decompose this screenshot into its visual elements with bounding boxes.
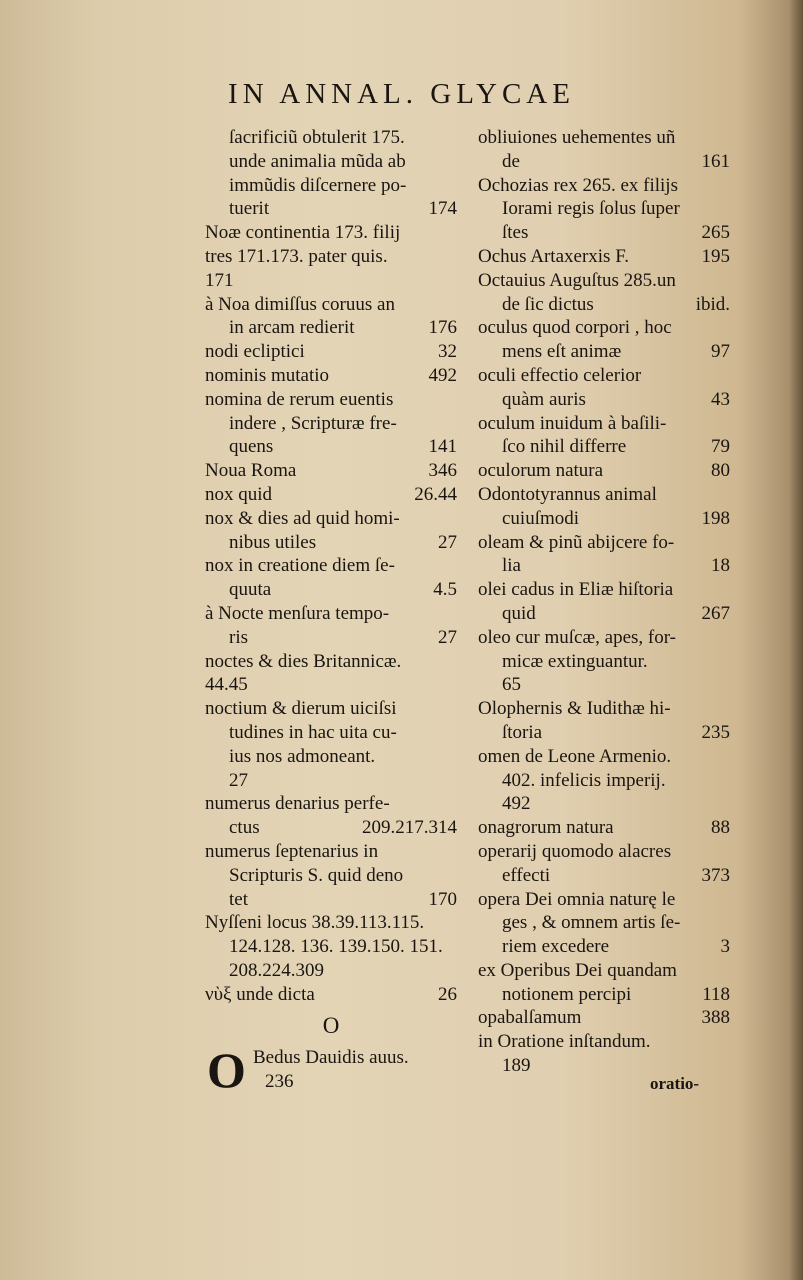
- entry-text: nodi ecliptici: [205, 341, 305, 363]
- entry-text: 65: [502, 674, 521, 696]
- entry-text: ius nos admoneant.: [229, 745, 376, 767]
- page-reference: [722, 792, 730, 816]
- page-reference: [722, 911, 730, 935]
- page-reference: [722, 483, 730, 507]
- index-entry-line: [478, 507, 730, 531]
- entry-text: Olophernis & Iudithæ hi-: [478, 698, 671, 720]
- page-reference: [722, 888, 730, 912]
- index-entry-line: [205, 983, 457, 1007]
- page-reference: [449, 911, 457, 935]
- page-reference: [449, 174, 457, 198]
- page-reference: 18: [711, 555, 730, 577]
- page-reference: 388: [701, 1007, 730, 1029]
- page-reference: [449, 935, 457, 959]
- page-reference: [449, 792, 457, 816]
- entry-text: olei cadus in Eliæ hiſtoria: [478, 579, 674, 601]
- entry-text: νὺξ unde dicta: [205, 983, 315, 1005]
- page-reference: [449, 269, 457, 293]
- page-reference: [449, 769, 457, 793]
- entry-text: immũdis diſcernere po-: [229, 174, 407, 196]
- page-edge-shadow: [789, 0, 803, 1280]
- entry-text: 171: [205, 269, 234, 291]
- index-entry-line: [205, 840, 457, 864]
- page-reference: [722, 197, 730, 221]
- entry-text: unde animalia mũda ab: [229, 150, 406, 172]
- index-entry-line: [205, 459, 457, 483]
- index-entry-line: [205, 269, 457, 293]
- index-entry-line: [478, 650, 730, 674]
- entry-text: nomina de rerum euentis: [205, 388, 394, 410]
- page-reference: 176: [428, 317, 457, 339]
- index-entry-line: [478, 792, 730, 816]
- entry-text: effecti: [502, 864, 551, 886]
- page-reference: [449, 959, 457, 983]
- index-entry-line: [478, 935, 730, 959]
- page-reference: [722, 174, 730, 198]
- entry-text: Iorami regis ſolus ſuper: [502, 198, 680, 220]
- entry-text: de ſic dictus: [502, 293, 594, 315]
- page-reference: [449, 412, 457, 436]
- index-entry-line: [478, 745, 730, 769]
- index-entry-line: [478, 435, 730, 459]
- page-reference: 88: [711, 817, 730, 839]
- entry-text: 492: [502, 793, 531, 815]
- entry-text: opabalſamum: [478, 1007, 582, 1029]
- entry-text: quens: [229, 436, 274, 458]
- entry-text: notionem percipi: [502, 983, 632, 1005]
- section-letter-heading: O: [322, 1013, 340, 1039]
- index-entry-line: [205, 435, 457, 459]
- index-entry-line: [478, 959, 730, 983]
- index-column-right: [478, 126, 730, 1078]
- index-entry-line: [205, 293, 457, 317]
- page-reference: [722, 316, 730, 340]
- entry-text: à Noa dimiſſus coruus an: [205, 293, 395, 315]
- index-entry-line: [478, 221, 730, 245]
- page-reference: 161: [701, 150, 730, 172]
- index-entry-line: [205, 578, 457, 602]
- page-reference: 209.217.314: [362, 817, 457, 839]
- index-entry-line: [205, 602, 457, 626]
- page-reference: [449, 388, 457, 412]
- index-entry-line: [478, 554, 730, 578]
- entry-text: omen de Leone Armenio.: [478, 745, 672, 767]
- page-reference: 235: [701, 721, 730, 743]
- page-reference: 27: [438, 531, 457, 553]
- page-reference: [722, 531, 730, 555]
- index-entry-line: [478, 293, 730, 317]
- index-entry-line: [478, 126, 730, 150]
- page-reference: 267: [701, 602, 730, 624]
- index-entry-line: [205, 626, 457, 650]
- page-reference: 373: [701, 864, 730, 886]
- dropcap-entry: [205, 1042, 457, 1099]
- entry-text: ſco nihil differre: [502, 436, 627, 458]
- index-entry-line: [205, 507, 457, 531]
- index-entry-line: [478, 245, 730, 269]
- entry-text: Ochozias rex 265. ex filijs: [478, 174, 678, 196]
- index-entry-line: [205, 221, 457, 245]
- entry-text: nox & dies ad quid homi-: [205, 507, 400, 529]
- entry-text: 189: [502, 1055, 531, 1077]
- index-entry-line: [205, 911, 457, 935]
- index-entry-line: [205, 721, 457, 745]
- entry-text: ges , & omnem artis ſe-: [502, 912, 681, 934]
- index-entry-line: [478, 364, 730, 388]
- entry-text: quàm auris: [502, 388, 586, 410]
- catchword: oratio-: [650, 1074, 700, 1093]
- page-reference: [449, 150, 457, 174]
- index-entry-line: [205, 935, 457, 959]
- entry-text: 27: [229, 769, 248, 791]
- index-entry-line: [478, 983, 730, 1007]
- page-reference: 346: [428, 460, 457, 482]
- page-reference: [449, 721, 457, 745]
- entry-text: ſacrificiũ obtulerit 175.: [229, 127, 405, 148]
- index-entry-line: [478, 721, 730, 745]
- entry-text: onagrorum natura: [478, 817, 614, 839]
- entry-text: indere , Scripturæ fre-: [229, 412, 397, 434]
- page-reference: 79: [711, 436, 730, 458]
- page-reference: [449, 507, 457, 531]
- page-reference: [449, 840, 457, 864]
- index-entry-line: [478, 840, 730, 864]
- page-reference: [449, 126, 457, 150]
- entry-text: in Oratione inſtandum.: [478, 1031, 651, 1053]
- entry-text: Nyſſeni locus 38.39.113.115.: [205, 912, 425, 934]
- index-entry-line: [205, 769, 457, 793]
- entry-text: oculus quod corpori , hoc: [478, 317, 672, 339]
- entry-text: Octauius Auguſtus 285.un: [478, 269, 676, 291]
- index-entry-line: [205, 316, 457, 340]
- entry-text: numerus ſeptenarius in: [205, 840, 379, 862]
- page-reference: 492: [428, 364, 457, 386]
- entry-text: oculi effectio celerior: [478, 364, 642, 386]
- index-entry-line: [205, 126, 457, 150]
- entry-text: nibus utiles: [229, 531, 317, 553]
- entry-text: nominis mutatio: [205, 364, 330, 386]
- page-reference: [722, 959, 730, 983]
- page-reference: [449, 221, 457, 245]
- index-entry-line: [478, 174, 730, 198]
- entry-text: opera Dei omnia naturę le: [478, 888, 676, 910]
- entry-text: nox in creatione diem ſe-: [205, 555, 395, 577]
- index-entry-line: [205, 388, 457, 412]
- page-reference: 26: [438, 983, 457, 1005]
- index-entry-line: [478, 626, 730, 650]
- page-reference: [449, 602, 457, 626]
- page-reference: [449, 745, 457, 769]
- entry-text: tudines in hac uita cu-: [229, 721, 397, 743]
- page-reference: 141: [428, 436, 457, 458]
- index-entry-line: [478, 888, 730, 912]
- page-reference: [449, 293, 457, 317]
- page-reference: 97: [711, 341, 730, 363]
- page-reference: [722, 745, 730, 769]
- index-entry-line: [205, 197, 457, 221]
- entry-text: oleam & pinũ abijcere fo-: [478, 531, 675, 553]
- page-reference: 174: [428, 198, 457, 220]
- page-reference: 118: [702, 983, 730, 1005]
- entry-text: 402. infelicis imperij.: [502, 769, 666, 791]
- page-reference: [722, 578, 730, 602]
- page-reference: [722, 126, 730, 150]
- index-entry-line: [205, 483, 457, 507]
- index-entry-line: [478, 816, 730, 840]
- page-reference: [722, 673, 730, 697]
- index-entry-line: [478, 769, 730, 793]
- page-reference: [449, 673, 457, 697]
- page-reference: [722, 840, 730, 864]
- index-entry-line: [205, 745, 457, 769]
- page-reference: 26.44: [414, 483, 457, 505]
- index-entry-line: [478, 911, 730, 935]
- page-reference: 236: [265, 1071, 294, 1093]
- index-column-left: [205, 126, 457, 1099]
- index-entry-line: [478, 531, 730, 555]
- page-reference: 195: [701, 245, 730, 267]
- entry-text: à Nocte menſura tempo-: [205, 602, 390, 624]
- page-reference: 3: [720, 936, 730, 958]
- index-entry-line: [478, 1006, 730, 1030]
- page-reference: 27: [438, 626, 457, 648]
- entry-text: ctus: [229, 817, 260, 839]
- index-entry-line: [478, 578, 730, 602]
- index-entry-line: [478, 340, 730, 364]
- index-entry-line: [205, 673, 457, 697]
- index-entry-line: [478, 197, 730, 221]
- index-entry-line: [205, 174, 457, 198]
- page-reference: 4.5: [433, 579, 457, 601]
- index-entry-line: [478, 1030, 730, 1054]
- page-reference: [449, 864, 457, 888]
- page-reference: [449, 554, 457, 578]
- entry-text: Bedus Dauidis auus.: [253, 1047, 409, 1069]
- entry-text: operarij quomodo alacres: [478, 840, 672, 862]
- index-entry-line: [478, 864, 730, 888]
- page-reference: [722, 697, 730, 721]
- entry-text: Noua Roma: [205, 460, 297, 482]
- index-entry-line: [205, 531, 457, 555]
- entry-text: de: [502, 150, 520, 172]
- index-entry-line: [205, 364, 457, 388]
- index-entry-line: [205, 888, 457, 912]
- index-entry-line: [205, 697, 457, 721]
- index-entry-line: [478, 602, 730, 626]
- entry-text: Ochus Artaxerxis F.: [478, 245, 629, 267]
- page-reference: [449, 650, 457, 674]
- index-entry-line: [478, 459, 730, 483]
- index-entry-line: [478, 316, 730, 340]
- index-entry-line: [478, 673, 730, 697]
- page-reference: 32: [438, 341, 457, 363]
- index-entry-line: [205, 959, 457, 983]
- entry-text: tres 171.173. pater quis.: [205, 245, 388, 267]
- index-entry-line: [478, 483, 730, 507]
- page-reference: 80: [711, 460, 730, 482]
- page-reference: [722, 769, 730, 793]
- entry-text: cuiuſmodi: [502, 507, 580, 529]
- index-entry-line: [205, 816, 457, 840]
- entry-text: lia: [502, 555, 521, 577]
- page-reference: 265: [701, 222, 730, 244]
- page-reference: [722, 1054, 730, 1078]
- entry-text: quid: [502, 602, 536, 624]
- index-entry-line: [205, 864, 457, 888]
- entry-text: riem excedere: [502, 936, 610, 958]
- entry-text: ex Operibus Dei quandam: [478, 959, 677, 981]
- entry-text: ſtoria: [502, 721, 543, 743]
- entry-text: oculorum natura: [478, 460, 604, 482]
- index-entry-line: [478, 697, 730, 721]
- page-reference: 198: [701, 507, 730, 529]
- entry-text: tet: [229, 888, 248, 910]
- page-reference: 170: [428, 888, 457, 910]
- entry-text: numerus denarius perfe-: [205, 793, 390, 815]
- page-reference: [722, 364, 730, 388]
- entry-text: oculum inuidum à baſili-: [478, 412, 667, 434]
- page-reference: [722, 412, 730, 436]
- entry-text: obliuiones uehementes uñ: [478, 127, 676, 148]
- index-entry-line: [478, 412, 730, 436]
- page-reference: [449, 245, 457, 269]
- index-entry-line: [205, 554, 457, 578]
- index-entry-line: [205, 245, 457, 269]
- entry-text: 44.45: [205, 674, 248, 696]
- entry-text: in arcam redierit: [229, 317, 355, 339]
- entry-text: 124.128. 136. 139.150. 151.: [229, 936, 443, 958]
- page-reference: [722, 1030, 730, 1054]
- index-entry-line: [205, 150, 457, 174]
- index-entry-line: [478, 269, 730, 293]
- dropcap-letter: O: [207, 1042, 246, 1099]
- index-entry-line: [205, 412, 457, 436]
- running-header: IN ANNAL. GLYCAE: [228, 78, 575, 110]
- entry-text: nox quid: [205, 483, 273, 505]
- page-reference: [722, 626, 730, 650]
- entry-text: noctes & dies Britannicæ.: [205, 650, 402, 672]
- page-reference: [722, 650, 730, 674]
- page-reference: ibid.: [695, 293, 730, 315]
- entry-text: 208.224.309: [229, 959, 324, 981]
- index-entry-line: [478, 388, 730, 412]
- entry-text: Noæ continentia 173. filij: [205, 222, 401, 244]
- entry-text: mens eſt animæ: [502, 341, 622, 363]
- entry-text: Scripturis S. quid deno: [229, 864, 404, 886]
- entry-text: ris: [229, 626, 248, 648]
- entry-text: tuerit: [229, 198, 270, 220]
- entry-text: ſtes: [502, 222, 529, 244]
- page-reference: 43: [711, 388, 730, 410]
- entry-text: noctium & dierum uiciſsi: [205, 698, 397, 720]
- index-entry-line: [478, 150, 730, 174]
- index-entry-line: [205, 792, 457, 816]
- entry-text: quuta: [229, 579, 272, 601]
- entry-text: Odontotyrannus animal: [478, 483, 657, 505]
- page-reference: [722, 269, 730, 293]
- page-reference: [449, 697, 457, 721]
- entry-text: oleo cur muſcæ, apes, for-: [478, 626, 676, 648]
- entry-text: micæ extinguantur.: [502, 650, 648, 672]
- index-entry-line: [205, 340, 457, 364]
- index-entry-line: [205, 650, 457, 674]
